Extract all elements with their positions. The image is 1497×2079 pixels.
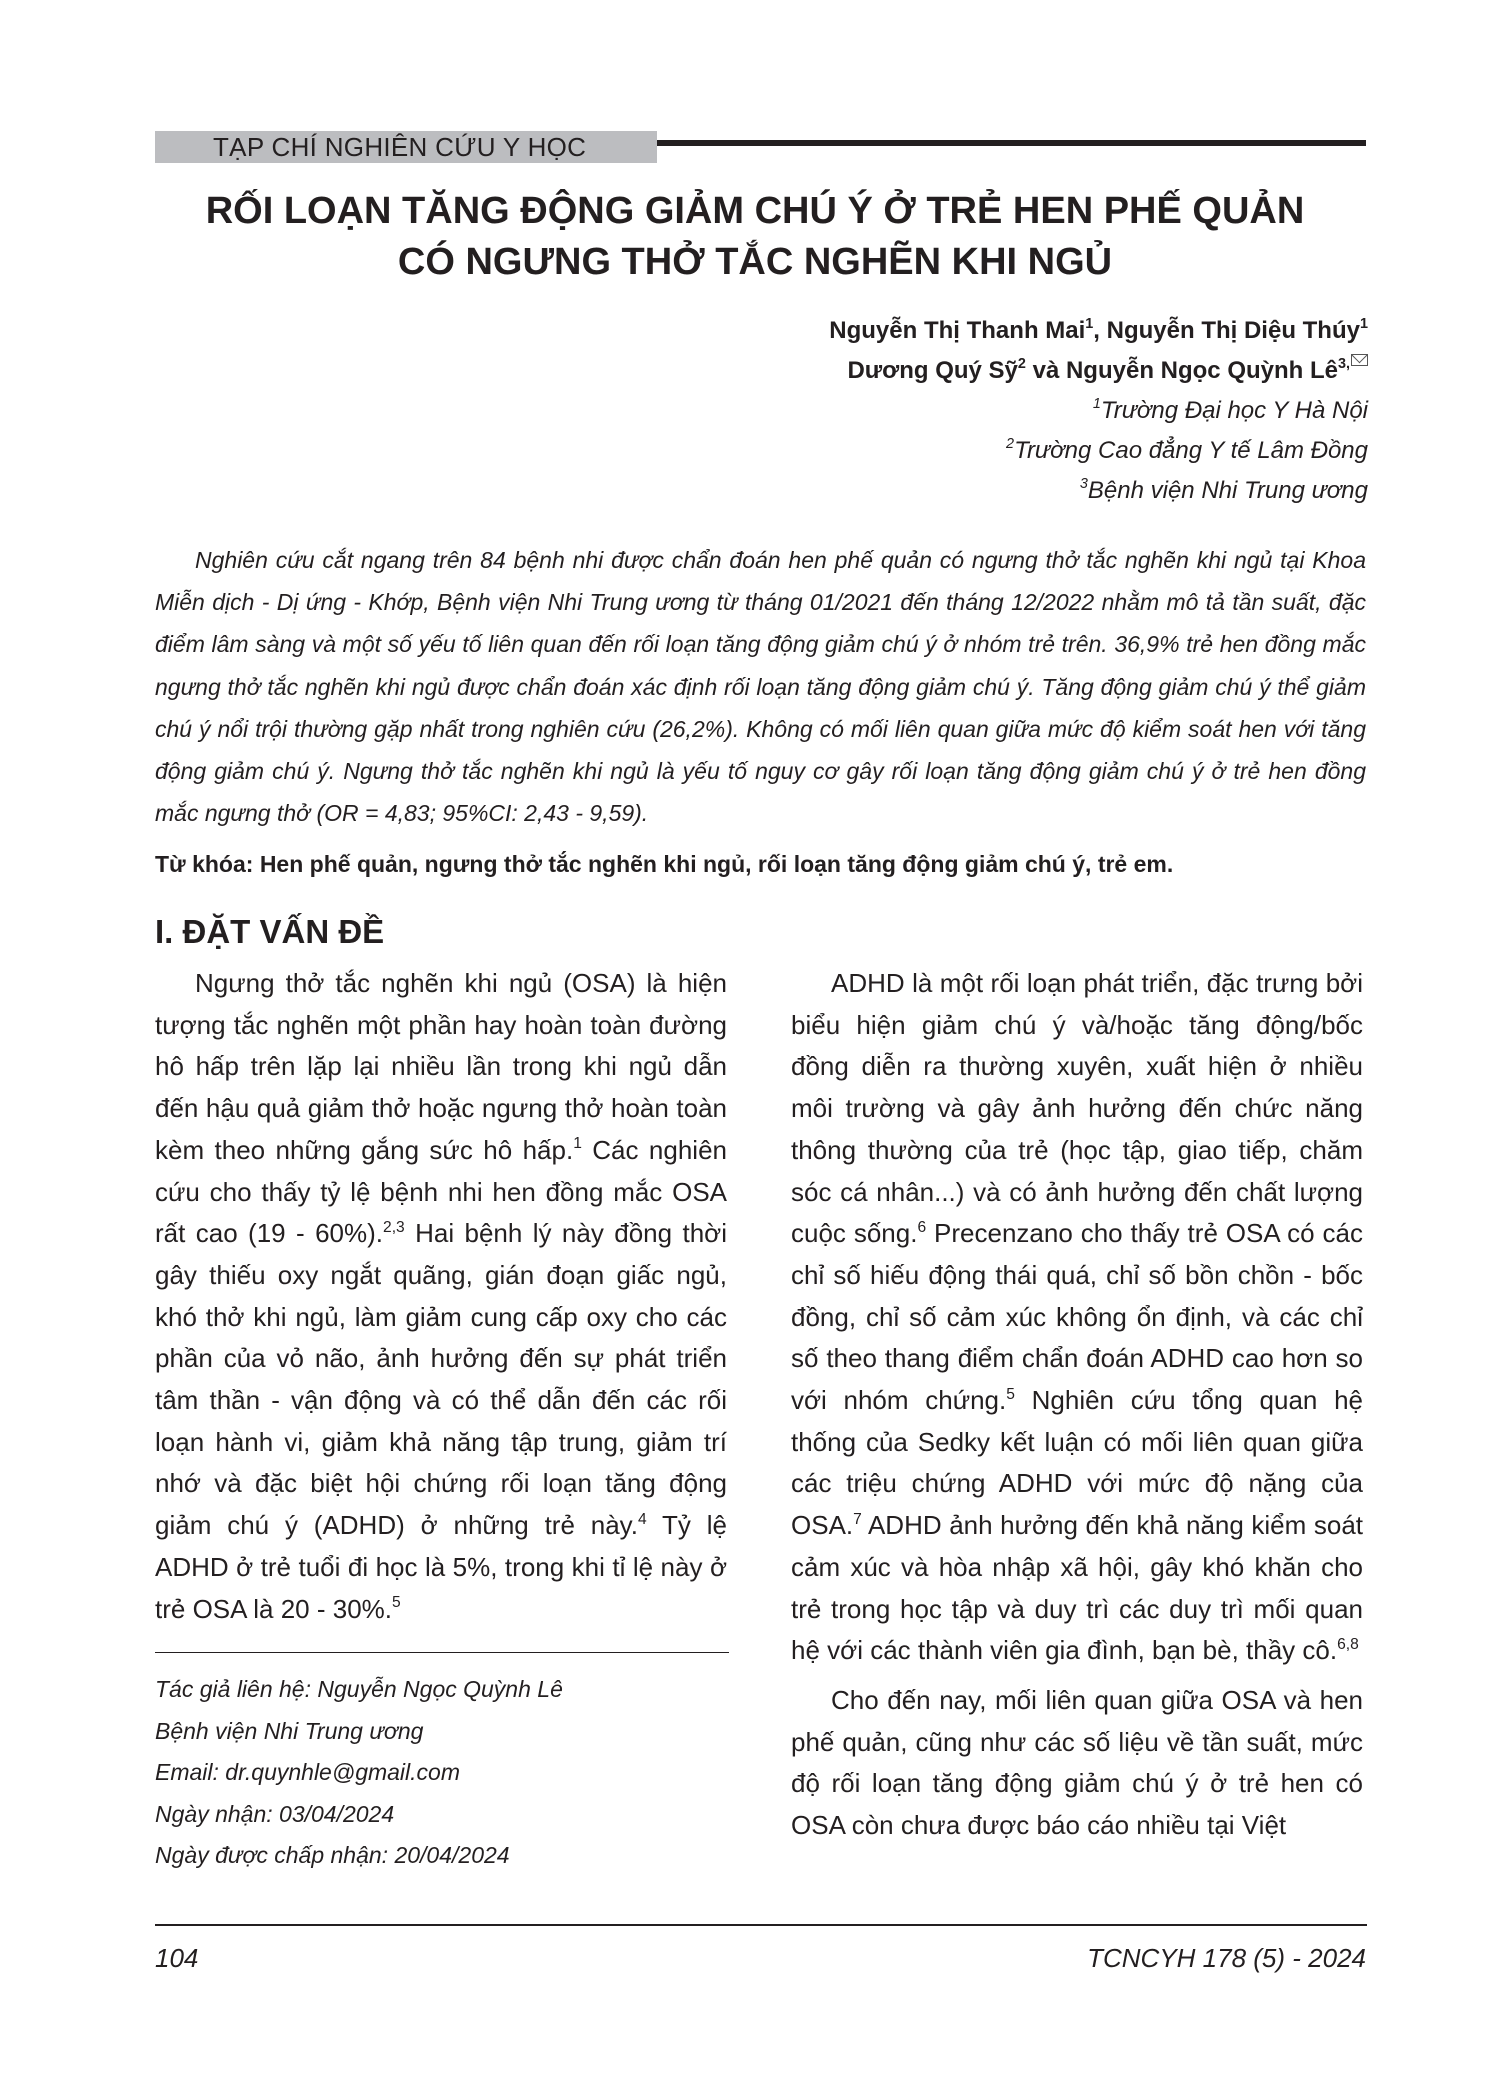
author-block (829, 311, 1368, 511)
affiliation-number: 1 (1092, 396, 1101, 413)
body-text: Nghiên cứu tổng quan hệ thống của Sedky kết luận có mối liên quan giữa các triệu chứng ADHD với mức độ nặng của OSA. (791, 1385, 1363, 1541)
body-paragraph: Cho đến nay, mối liên quan giữa OSA và hen phế quản, cũng như các số liệu về tần suất, mức độ rối loạn tăng động giảm chú ý ở trẻ hen có OSA còn chưa được báo cáo nhiều tại Việt (791, 1684, 1363, 1841)
body-text: Precenzano cho thấy trẻ OSA có các chỉ số hiếu động thái quá, chỉ số bồn chồn - bốc đồng, chỉ số cảm xúc không ổn định, và các chỉ số theo thang điểm chẩn đoán ADHD cao hơn so với nhóm chứng. (791, 1218, 1364, 1416)
citation-ref: 7 (853, 1510, 862, 1528)
author-name: Nguyễn Thị Diệu Thúy (1106, 317, 1360, 344)
accepted-date: Ngày được chấp nhận: 20/04/2024 (155, 1842, 510, 1869)
envelope-icon (1351, 354, 1368, 366)
author-affiliation-ref: 2 (1017, 356, 1026, 373)
author-affiliation-ref: 1 (1359, 316, 1368, 333)
citation-ref: 5 (1006, 1385, 1015, 1403)
received-date: Ngày nhận: 03/04/2024 (155, 1800, 395, 1827)
citation-ref: 6 (917, 1218, 927, 1236)
affiliation-number: 2 (1006, 436, 1015, 453)
right-column (791, 963, 1363, 1847)
journal-label: TẠP CHÍ NGHIÊN CỨU Y HỌC (213, 132, 587, 162)
section-heading: I. ĐẶT VẤN ĐỀ (155, 913, 385, 950)
article-title-line-2: CÓ NGƯNG THỞ TẮC NGHẼN KHI NGỦ (397, 241, 1113, 283)
body-text: Ngưng thở tắc nghẽn khi ngủ (OSA) là hiện tượng tắc nghẽn một phần hay hoàn toàn đường hô hấp trên lặp lại nhiều lần trong khi ngủ dẫn đến hậu quả giảm thở hoặc ngưng thở hoàn toàn kèm theo những gắng sức hô hấp. (155, 968, 727, 1165)
journal-citation: TCNCYH 178 (5) - 2024 (1087, 1943, 1366, 1973)
corresponding-email: Email: dr.quynhle@gmail.com (155, 1759, 460, 1786)
citation-ref: 1 (573, 1135, 582, 1153)
body-text: Các nghiên cứu cho thấy tỷ lệ bệnh nhi hen đồng mắc OSA rất cao (19 - 60%). (155, 1134, 728, 1249)
affiliation-name: Trường Cao đẳng Y tế Lâm Đồng (1014, 437, 1368, 464)
body-text: Tỷ lệ ADHD ở trẻ tuổi đi học là 5%, trong khi tỉ lệ này ở trẻ OSA là 20 - 30%. (155, 1510, 727, 1624)
affiliation-name: Trường Đại học Y Hà Nội (1100, 397, 1368, 424)
body-text: ADHD là một rối loạn phát triển, đặc trưng bởi biểu hiện giảm chú ý và/hoặc tăng động/bốc đồng diễn ra thường xuyên, xuất hiện ở nhiều môi trường và gây ảnh hưởng đến chức năng thông thường của trẻ (học tập, giao tiếp, chăm sóc cá nhân...) và có ảnh hưởng đến chất lượng cuộc sống. (791, 968, 1363, 1249)
affiliation-name: Bệnh viện Nhi Trung ương (1087, 477, 1368, 504)
citation-ref: 6,8 (1337, 1635, 1359, 1653)
citation-ref: 5 (392, 1594, 401, 1612)
author-affiliation-ref: 1 (1085, 316, 1094, 333)
footnote-divider (155, 1652, 729, 1653)
author-name: Nguyễn Ngọc Quỳnh Lê (1065, 357, 1338, 384)
affiliation-number: 3 (1079, 476, 1088, 493)
body-text: ADHD ảnh hưởng đến khả năng kiểm soát cảm xúc và hòa nhập xã hội, gây khó khăn cho trẻ trong học tập và duy trì các duy trì mối quan hệ với các thành viên gia đình, bạn bè, thầy cô. (791, 1510, 1363, 1666)
page-footer-rule (155, 1924, 1367, 1926)
abstract: Nghiên cứu cắt ngang trên 84 bệnh nhi được chẩn đoán hen phế quản có ngưng thở tắc nghẽn khi ngủ tại Khoa Miễn dịch - Dị ứng - Khớp, Bệnh viện Nhi Trung ương từ tháng 01/2021 đến tháng 12/2022 nhằm mô tả tần suất, đặc điểm lâm sàng và một số yếu tố liên quan đến rối loạn tăng động giảm chú ý ở nhóm trẻ trên. 36,9% trẻ hen đồng mắc ngưng thở tắc nghẽn khi ngủ được chẩn đoán xác định rối loạn tăng động giảm chú ý. Tăng động giảm chú ý thể giảm chú ý nổi trội thường gặp nhất trong nghiên cứu (26,2%). Không có mối liên quan giữa mức độ kiểm soát hen với tăng động giảm chú ý. Ngưng thở tắc nghẽn khi ngủ là yếu tố nguy cơ gây rối loạn tăng động giảm chú ý ở trẻ hen đồng mắc ngưng thở (OR = 4,83; 95%CI: 2,43 - 9,59). (155, 547, 1366, 827)
body-paragraph (791, 963, 1363, 1672)
affiliation-1 (829, 391, 1368, 431)
author-line-2 (829, 351, 1368, 391)
affiliation-2 (829, 431, 1368, 471)
journal-header-rule (657, 140, 1366, 146)
author-name: Nguyễn Thị Thanh Mai (829, 317, 1086, 344)
body-text: Hai bệnh lý này đồng thời gây thiếu oxy ngắt quãng, gián đoạn giấc ngủ, khó thở khi ngủ, làm giảm cung cấp oxy cho các phần của vỏ não, ảnh hưởng đến sự phát triển tâm thần - vận động và có thể dẫn đến các rối loạn hành vi, giảm khả năng tập trung, giảm trí nhớ và đặc biệt hội chứng rối loạn tăng động giảm chú ý (ADHD) ở những trẻ này. (155, 1218, 727, 1541)
corresponding-institution: Bệnh viện Nhi Trung ương (155, 1717, 424, 1744)
author-conjunction: và (1032, 357, 1060, 384)
author-name: Dương Quý Sỹ (847, 357, 1018, 384)
affiliation-3 (829, 471, 1368, 511)
citation-ref: 2,3 (383, 1218, 405, 1236)
author-affiliation-ref: 3, (1337, 356, 1350, 373)
page-number: 104 (155, 1943, 199, 1973)
author-line-1: Nguyễn Thị Thanh Mai$^1$, Nguyễn Thị Diệu Thúy$^1$ (829, 316, 1368, 344)
body-paragraph (155, 963, 727, 1630)
corresponding-author: Tác giả liên hệ: Nguyễn Ngọc Quỳnh Lê (155, 1676, 563, 1702)
left-column (155, 963, 727, 1630)
article-title-line-1: RỐI LOẠN TĂNG ĐỘNG GIẢM CHÚ Ý Ở TRẺ HEN PHẾ QUẢN (205, 190, 1305, 232)
keywords: Từ khóa: Hen phế quản, ngưng thở tắc nghẽn khi ngủ, rối loạn tăng động giảm chú ý, trẻ em. (155, 851, 1174, 877)
citation-ref: 4 (637, 1510, 647, 1528)
correspondence-footnote (155, 1669, 563, 1877)
article-title (150, 186, 1360, 288)
